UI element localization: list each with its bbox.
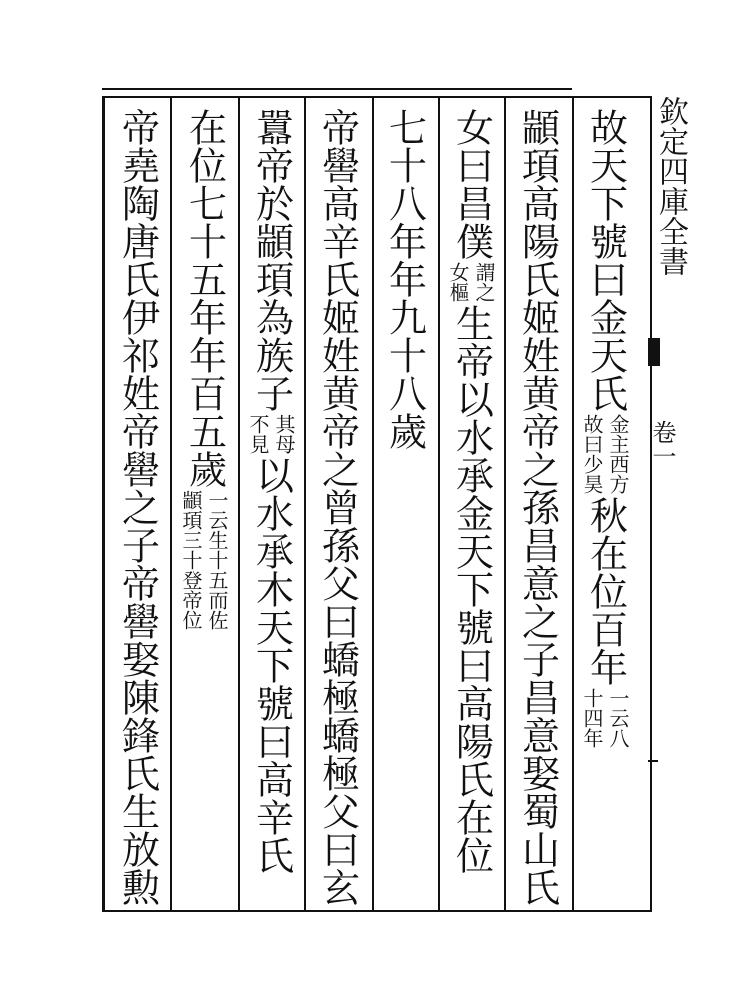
annotation-text: 金主西方 bbox=[606, 414, 630, 494]
main-text: 生帝以水承金天下號曰高陽氏在位 bbox=[449, 304, 494, 874]
annotation-pair bbox=[246, 414, 296, 454]
main-text: 女曰昌僕 bbox=[449, 108, 494, 260]
column-rule bbox=[372, 96, 374, 910]
main-text: 以水承木天下號曰高辛氏 bbox=[249, 456, 294, 874]
annotation-text: 顓頊三十登帝位 bbox=[179, 490, 203, 630]
annotation-pair bbox=[446, 262, 496, 302]
text-column-7 bbox=[177, 108, 231, 632]
annotation-text: 不見 bbox=[246, 414, 270, 454]
annotation-text: 女樞 bbox=[446, 262, 470, 302]
text-column-3 bbox=[444, 108, 498, 874]
annotation-text: 一云生十五而佐 bbox=[205, 490, 229, 630]
column-rule bbox=[438, 96, 440, 910]
annotation-text: 十四年 bbox=[580, 688, 604, 748]
main-text: 帝堯陶唐氏伊祁姓帝嚳之子帝嚳娶陳鋒氏生放勲 bbox=[115, 108, 160, 906]
main-text: 在位七十五年年百五歲 bbox=[182, 108, 227, 488]
column-rule bbox=[504, 96, 506, 910]
text-column-1 bbox=[578, 108, 632, 750]
main-text: 囂帝於顓頊為族子 bbox=[249, 108, 294, 412]
annotation-text: 其母 bbox=[272, 414, 296, 454]
text-column-6 bbox=[244, 108, 298, 874]
column-rule bbox=[170, 96, 172, 910]
volume-label: 卷一 bbox=[648, 420, 676, 468]
text-column-8 bbox=[110, 108, 164, 906]
main-text: 七十八年年九十八歲 bbox=[382, 108, 427, 450]
column-rule bbox=[572, 96, 574, 910]
annotation-text: 謂之 bbox=[472, 262, 496, 302]
column-rule bbox=[304, 96, 306, 910]
main-text: 故天下號曰金天氏 bbox=[583, 108, 628, 412]
annotation-pair bbox=[179, 490, 229, 630]
header-fishtail-mark bbox=[648, 338, 660, 366]
main-text: 顓頊高陽氏姬姓黄帝之孫昌意之子昌意娶蜀山氏 bbox=[515, 108, 560, 906]
column-rule bbox=[238, 96, 240, 910]
text-column-5 bbox=[310, 108, 364, 906]
text-column-4 bbox=[377, 108, 431, 450]
text-column-2 bbox=[510, 108, 564, 906]
annotation-pair bbox=[580, 688, 630, 748]
main-text: 帝嚳高辛氏姬姓黄帝之曾孫父曰蟜極蟜極父曰玄 bbox=[315, 108, 360, 906]
book-title-header: 欽定四庫全書 bbox=[653, 96, 688, 276]
top-border-line bbox=[102, 88, 572, 90]
edge-tick bbox=[648, 760, 658, 762]
annotation-text: 一云八 bbox=[606, 688, 630, 748]
annotation-pair bbox=[580, 414, 630, 494]
main-text: 秋在位百年 bbox=[583, 496, 628, 686]
annotation-text: 故曰少昊 bbox=[580, 414, 604, 494]
